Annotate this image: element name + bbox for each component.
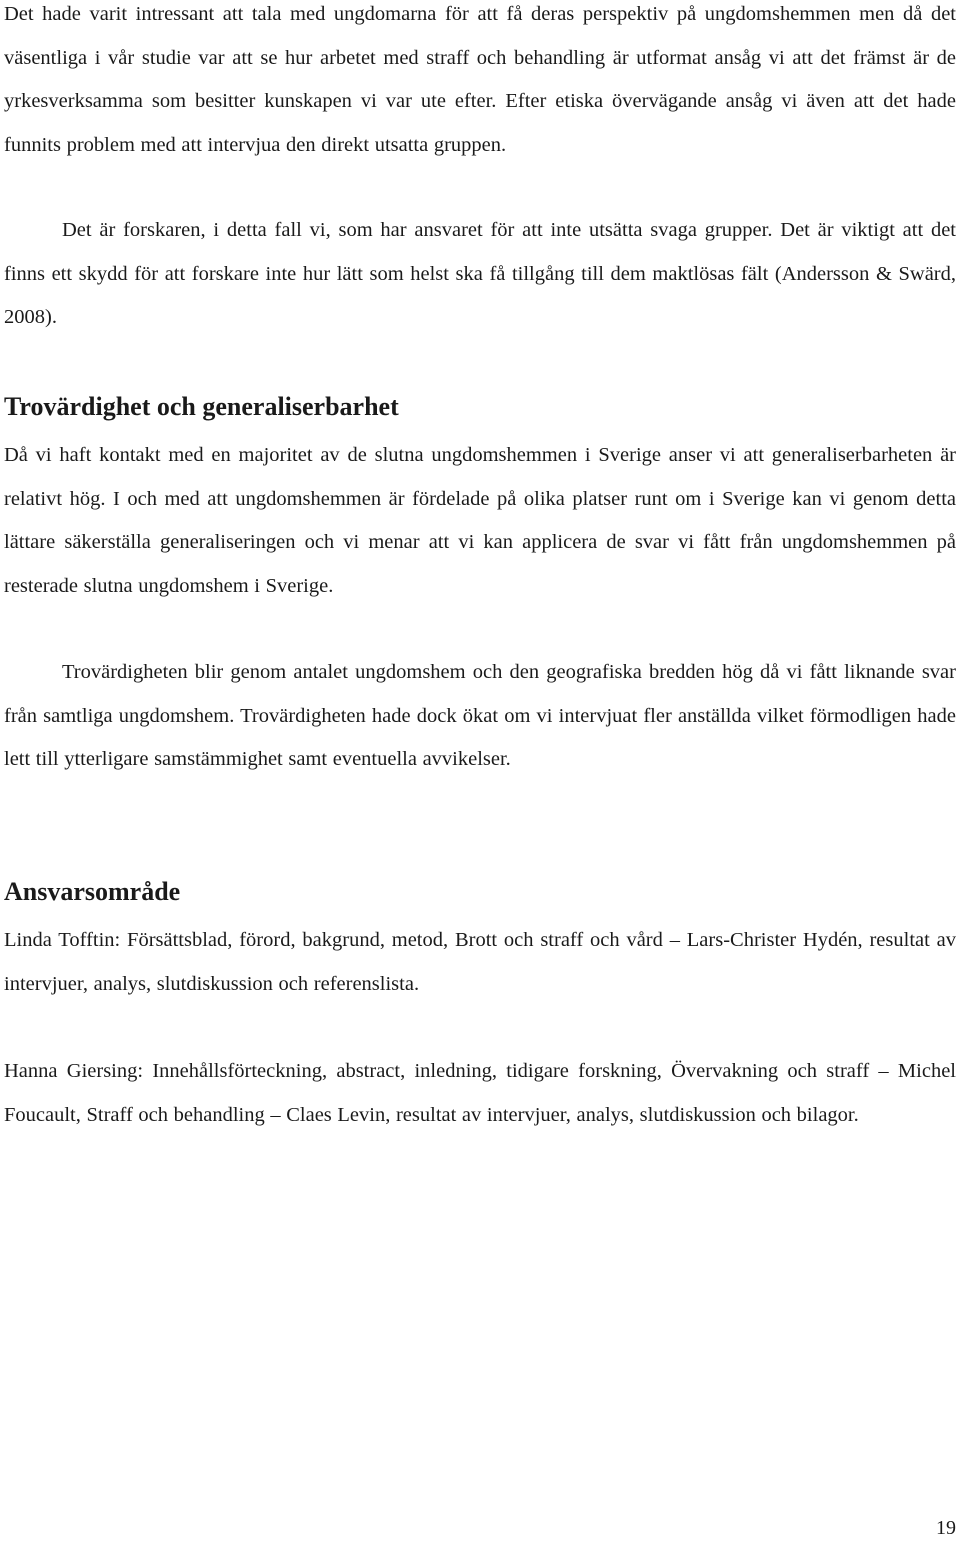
paragraph-responsibility-hanna: Hanna Giersing: Innehållsförteckning, abstract, inledning, tidigare forskning, Övervakning och straff – Michel Foucault, Straff och behandling – Claes Levin, resultat av intervjuer, analys, slutdiskussion och bilagor. — [4, 1060, 956, 1126]
page-number: 19 — [936, 1517, 956, 1539]
paragraph-research-responsibility: Det är forskaren, i detta fall vi, som har ansvaret för att inte utsätta svaga grupper. Det är viktigt att det finns ett skydd för att forskare inte hur lätt som helst ska få tillgång till dem maktlösas fält (Andersson & Swärd, 2008). — [4, 219, 956, 328]
heading-ansvarsomrade: Ansvarsområde — [4, 877, 181, 906]
paragraph-generalizability: Då vi haft kontakt med en majoritet av de slutna ungdomshemmen i Sverige anser vi att generaliserbarheten är relativt hög. I och med att ungdomshemmen är fördelade på olika platser runt om i Sverige kan vi genom detta lättare säkerställa generaliseringen och vi menar att vi kan applicera de svar vi fått från ungdomshemmen på resterade slutna ungdomshem i Sverige. — [4, 444, 956, 597]
paragraph-credibility: Trovärdigheten blir genom antalet ungdomshem och den geografiska bredden hög då vi fått liknande svar från samtliga ungdomshem. Trovärdigheten hade dock ökat om vi intervjuat fler anställda vilket förmodligen hade lett till ytterligare samstämmighet samt eventuella avvikelser. — [4, 661, 956, 770]
heading-trovardighet: Trovärdighet och generaliserbarhet — [4, 392, 399, 421]
paragraph-perspective: Det hade varit intressant att tala med ungdomarna för att få deras perspektiv på ungdomshemmen men då det väsentliga i vår studie var att se hur arbetet med straff och behandling är utformat ansåg vi att det främst är de yrkesverksamma som besitter kunskapen vi var ute efter. Efter etiska övervägande ansåg vi även att det hade funnits problem med att intervjua den direkt utsatta gruppen. — [4, 3, 956, 156]
paragraph-responsibility-linda: Linda Tofftin: Försättsblad, förord, bakgrund, metod, Brott och straff och vård – Lars-Christer Hydén, resultat av intervjuer, analys, slutdiskussion och referenslista. — [4, 929, 956, 995]
